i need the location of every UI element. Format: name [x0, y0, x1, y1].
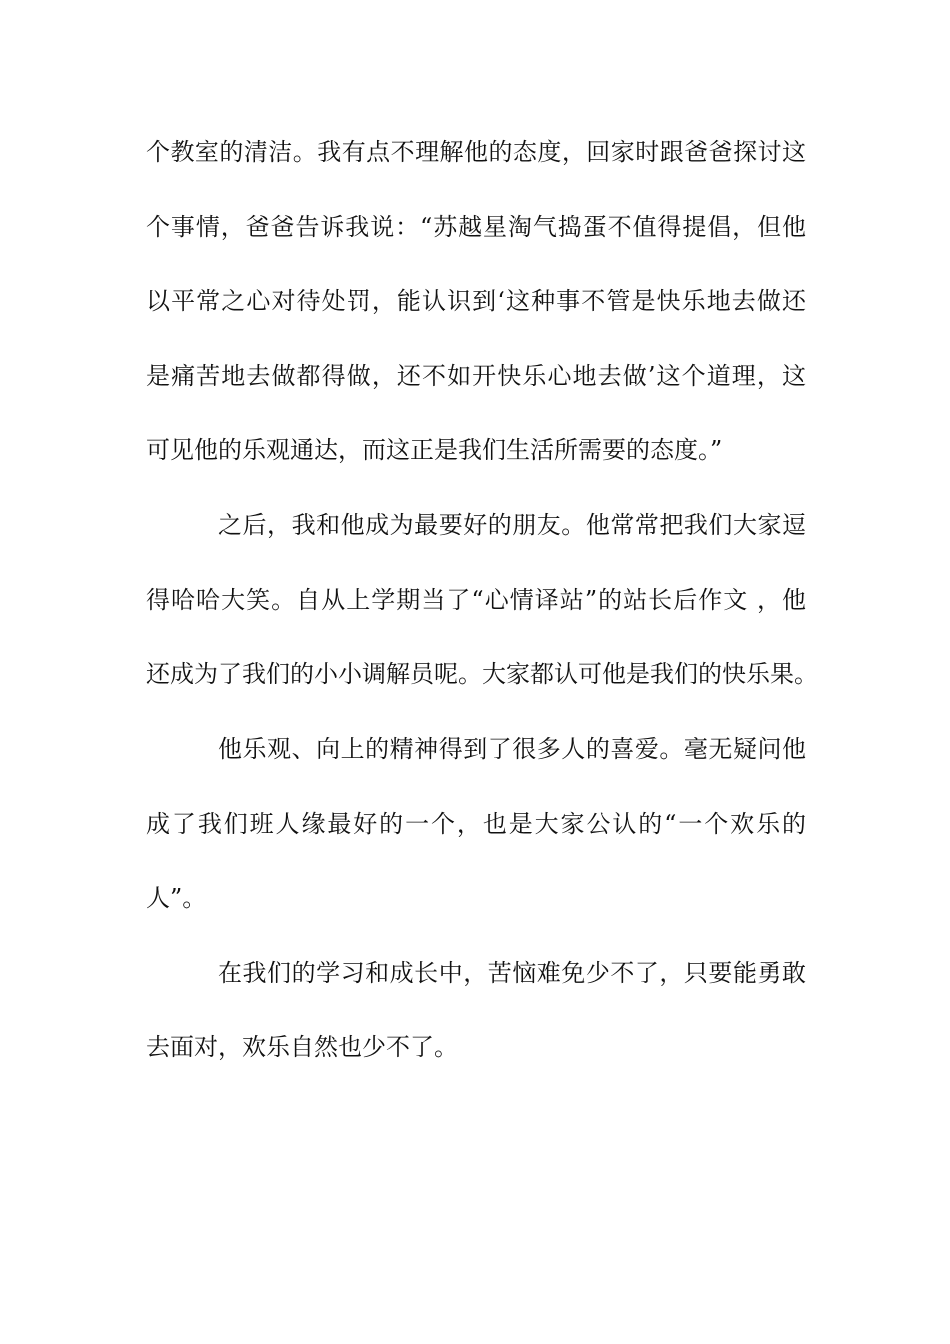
- paragraph-1-line-4: 是痛苦地去做都得做，还不如开快乐心地去做’这个道理，这: [146, 362, 806, 390]
- paragraph-4-line-2: 去面对，欢乐自然也少不了。: [146, 1033, 458, 1061]
- paragraph-2-line-1: 之后，我和他成为最要好的朋友。他常常把我们大家逗: [218, 511, 806, 539]
- paragraph-1-line-3: 以平常之心对待处罚，能认识到‘这种事不管是快乐地去做还: [146, 287, 806, 315]
- paragraph-3-line-2: 成了我们班人缘最好的一个，也是大家公认的“一个欢乐的: [146, 810, 806, 838]
- paragraph-3-line-1: 他乐观、向上的精神得到了很多人的喜爱。毫无疑问他: [218, 735, 806, 763]
- paragraph-1-line-1: 个教室的清洁。我有点不理解他的态度，回家时跟爸爸探讨这: [146, 138, 806, 166]
- paragraph-2-line-3: 还成为了我们的小小调解员呢。大家都认可他是我们的快乐果。: [146, 660, 818, 688]
- paragraph-2-line-2: 得哈哈大笑。自从上学期当了“心情译站”的站长后作文 ，他: [146, 586, 806, 614]
- paragraph-4-line-1: 在我们的学习和成长中，苦恼难免少不了，只要能勇敢: [218, 959, 806, 987]
- paragraph-1-line-5: 可见他的乐观通达，而这正是我们生活所需要的态度。”: [146, 436, 723, 464]
- paragraph-3-line-3: 人”。: [146, 884, 207, 912]
- paragraph-1-line-2: 个事情，爸爸告诉我说：“苏越星淘气捣蛋不值得提倡，但他: [146, 213, 806, 241]
